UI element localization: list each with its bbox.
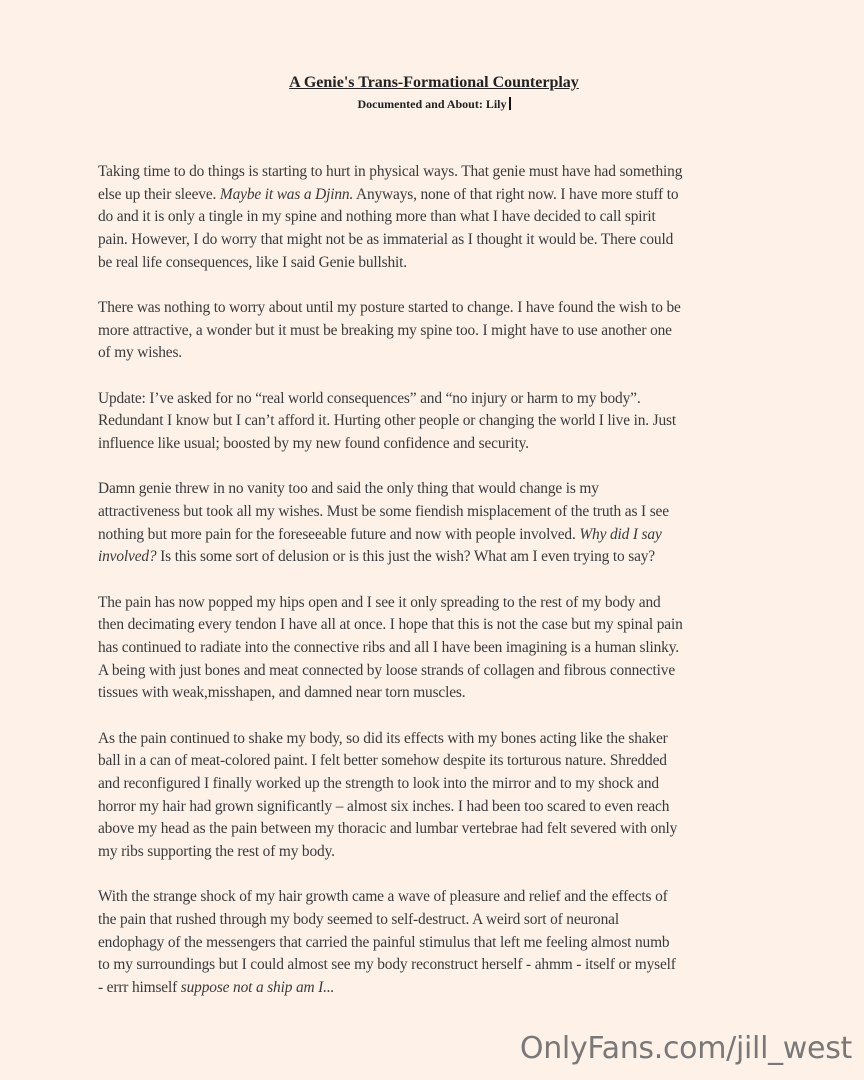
- italic-text: suppose not a ship am I...: [180, 979, 335, 997]
- text-segment: With the strange shock of my hair growth came a wave of pleasure and relief and the effects of: [98, 888, 668, 906]
- text-line: [98, 501, 798, 524]
- text-line: [98, 682, 798, 705]
- text-line: [98, 954, 798, 977]
- text-segment: Damn genie threw in no vanity too and said the only thing that would change is my: [98, 480, 599, 498]
- paragraph: [98, 592, 798, 706]
- text-line: [98, 750, 798, 773]
- text-segment: and reconfigured I finally worked up the strength to look into the mirror and to my shock and: [98, 774, 659, 792]
- document-title: A Genie's Trans-Formational Counterplay: [289, 74, 579, 91]
- text-line: [98, 614, 798, 637]
- text-segment: - errr himself: [98, 979, 181, 997]
- text-line: [98, 796, 798, 819]
- text-segment: Is this some sort of delusion or is this just the wish? What am I even trying to say?: [156, 548, 655, 566]
- text-line: [98, 886, 798, 909]
- text-line: [98, 524, 798, 547]
- text-segment: of my wishes.: [98, 344, 182, 362]
- text-line: [98, 388, 798, 411]
- text-segment: to my surroundings but I could almost see my body reconstruct herself - ahmm - itself or myself: [98, 956, 676, 974]
- text-line: [98, 660, 798, 683]
- text-segment: the pain that rushed through my body seemed to self-destruct. A weird sort of neuronal: [98, 910, 619, 928]
- text-segment: influence like usual; boosted by my new found confidence and security.: [98, 435, 529, 453]
- text-segment: do and it is only a tingle in my spine and nothing more than what I have decided to call spirit: [98, 208, 656, 226]
- text-line: [98, 342, 798, 365]
- text-segment: ball in a can of meat-colored paint. I felt better somehow despite its torturous nature. Shredded: [98, 752, 667, 770]
- text-line: [98, 320, 798, 343]
- text-line: [98, 184, 798, 207]
- text-line: [98, 410, 798, 433]
- text-segment: Taking time to do things is starting to hurt in physical ways. That genie must have had something: [98, 163, 683, 180]
- text-line: [98, 818, 798, 841]
- text-segment: Update: I’ve asked for no “real world consequences” and “no injury or harm to my body”.: [98, 389, 641, 407]
- text-segment: There was nothing to worry about until my posture started to change. I have found the wish to be: [98, 299, 681, 317]
- text-line: [98, 297, 798, 320]
- text-line: [98, 252, 798, 275]
- italic-text: Maybe it was a Djinn.: [219, 185, 354, 203]
- text-segment: above my head as the pain between my thoracic and lumbar vertebrae had felt severed with only: [98, 820, 678, 838]
- text-line: [98, 433, 798, 456]
- paragraph: [98, 886, 798, 1000]
- text-line: [98, 909, 798, 932]
- watermark: OnlyFans.com/jill_west: [519, 1031, 852, 1066]
- text-segment: A being with just bones and meat connected by loose strands of collagen and fibrous connective: [98, 661, 676, 679]
- text-line: [98, 932, 798, 955]
- text-segment: be real life consequences, like I said Genie bullshit.: [98, 253, 408, 271]
- text-segment: pain. However, I do worry that might not be as immaterial as I thought it would be. There could: [98, 231, 674, 249]
- text-line: [98, 977, 798, 1000]
- text-segment: As the pain continued to shake my body, so did its effects with my bones acting like the shaker: [98, 729, 668, 747]
- text-line: [98, 478, 798, 501]
- text-line: [98, 728, 798, 751]
- document-subtitle: [0, 97, 864, 112]
- text-segment: attractiveness but took all my wishes. Must be some fiendish misplacement of the truth as I see: [98, 502, 669, 520]
- text-line: [98, 637, 798, 660]
- text-line: [98, 592, 798, 615]
- text-segment: tissues with weak,misshapen, and damned near torn muscles.: [98, 684, 466, 702]
- text-line: [98, 161, 798, 184]
- text-line: [98, 841, 798, 864]
- text-segment: nothing but more pain for the foreseeable future and now with people involved.: [98, 525, 580, 543]
- text-segment: my ribs supporting the rest of my body.: [98, 843, 335, 861]
- text-segment: else up their sleeve.: [98, 185, 220, 203]
- text-segment: has continued to radiate into the connective ribs and all I have been imagining is a human slinky.: [98, 638, 679, 656]
- text-segment: horror my hair had grown significantly – almost six inches. I had been too scared to even reach: [98, 797, 670, 815]
- text-segment: The pain has now popped my hips open and I see it only spreading to the rest of my body and: [98, 593, 661, 611]
- text-segment: Anyways, none of that right now. I have more stuff to: [353, 185, 679, 203]
- paragraph: [98, 297, 798, 365]
- text-line: [98, 546, 798, 569]
- text-segment: then decimating every tendon I have all at once. I hope that this is not the case but my spinal pain: [98, 616, 683, 634]
- italic-text: involved?: [98, 548, 157, 566]
- text-line: [98, 773, 798, 796]
- text-cursor: [509, 97, 511, 110]
- italic-text: Why did I say: [579, 525, 662, 543]
- text-line: [98, 206, 798, 229]
- subtitle-text: Documented and About: Lily: [357, 97, 507, 111]
- paragraph: [98, 728, 798, 864]
- text-segment: endophagy of the messengers that carried the painful stimulus that left me feeling almost numb: [98, 933, 670, 951]
- text-segment: more attractive, a wonder but it must be breaking my spine too. I might have to use another one: [98, 321, 672, 339]
- document-body: [98, 161, 798, 1022]
- paragraph: [98, 388, 798, 456]
- text-segment: Redundant I know but I can’t afford it. Hurting other people or changing the world I live in. Just: [98, 412, 676, 430]
- paragraph: [98, 161, 798, 275]
- text-line: [98, 229, 798, 252]
- paragraph: [98, 478, 798, 569]
